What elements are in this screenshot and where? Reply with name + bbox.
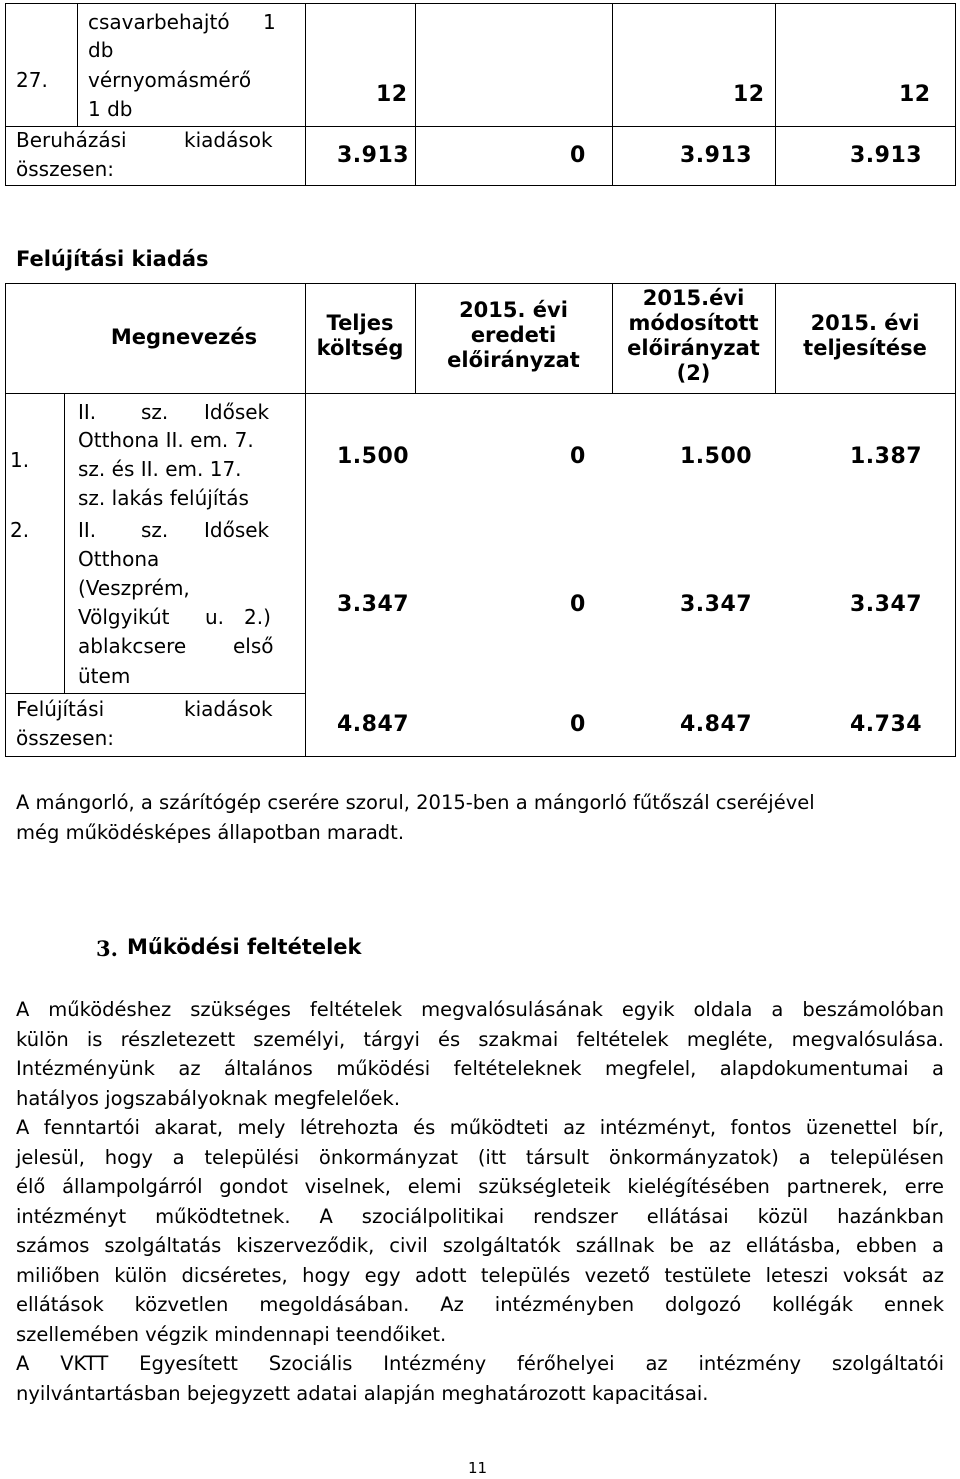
row-value-modified: 3.347 xyxy=(680,592,753,617)
section-number: 3. xyxy=(96,936,118,961)
row-name-word: Völgyikút xyxy=(78,605,170,629)
row-name-word: sz. xyxy=(141,518,169,542)
text-line: még működésképes állapotban maradt. xyxy=(16,820,405,844)
text-line: nyilvántartásban bejegyzett adatai alapján meghatározott kapacitásai. xyxy=(16,1381,709,1405)
header-name: Megnevezés xyxy=(110,325,258,349)
row-name-word: első xyxy=(233,634,274,658)
total-value-cost: 4.847 xyxy=(337,712,410,737)
row-name-word: u. xyxy=(205,605,225,629)
item-value-actual: 12 xyxy=(899,82,931,107)
text-line: Intézményünk az általános működési feltételeknek megfelel, alapdokumentumai a xyxy=(16,1057,944,1080)
text-line: A VKTT Egyesített Szociális Intézmény férőhelyei az intézmény szolgáltatói xyxy=(16,1352,944,1375)
row-name-line: Otthona xyxy=(78,547,160,571)
text-line: ellátások közvetlen megoldásában. Az intézményben dolgozó kollégák ennek xyxy=(16,1293,944,1316)
section-heading: Működési feltételek xyxy=(127,935,362,959)
row-name-line: Otthona II. em. 7. xyxy=(78,428,254,452)
row-name-word: ütem xyxy=(78,664,131,688)
row-name-word: Idősek xyxy=(204,400,270,424)
text-line: számos szolgáltatás kiszerveződik, civil szolgáltatók szállnak be az ellátásba, ebben a xyxy=(16,1234,944,1257)
total-value-original: 0 xyxy=(570,143,586,168)
row-name-word: 2.) xyxy=(244,605,271,629)
text-line: A fenntartói akarat, mely létrehozta és működteti az intézményt, fontos üzenettel bír, xyxy=(16,1116,944,1139)
total-value-actual: 4.734 xyxy=(850,712,923,737)
item-label: csavarbehajtó xyxy=(88,10,230,34)
total-value-cost: 3.913 xyxy=(337,143,410,168)
header-total-cost xyxy=(305,311,415,361)
total-value-modified: 3.913 xyxy=(680,143,753,168)
header-line: 2015.évi xyxy=(642,286,745,310)
row-name-word: sz. xyxy=(141,400,169,424)
text-line: A mángorló, a szárítógép cserére szorul, 2015-ben a mángorló fűtőszál cseréjével xyxy=(16,791,815,814)
row-name-word: ablakcsere xyxy=(78,634,187,658)
header-line: Teljes xyxy=(326,311,394,335)
header-line: eredeti xyxy=(470,323,557,347)
header-line: módosított xyxy=(628,311,759,335)
text-line: hatályos jogszabályoknak megfelelőek. xyxy=(16,1086,401,1110)
item-quantity: 1 db xyxy=(88,97,133,121)
text-line: miliőben külön dicséretes, hogy egy adott település vezető testülete leteszi voksát az xyxy=(16,1263,944,1287)
row-name-line: (Veszprém, xyxy=(78,576,190,600)
total-label: összesen: xyxy=(16,726,115,750)
header-line: előirányzat xyxy=(627,336,760,360)
header-modified xyxy=(612,286,775,386)
header-line: teljesítése xyxy=(803,336,927,360)
item-number: 27. xyxy=(16,68,48,92)
section-title: Felújítási kiadás xyxy=(16,247,209,271)
total-label: kiadások xyxy=(184,128,273,152)
total-label: Beruházási xyxy=(16,128,127,152)
body-text xyxy=(16,995,944,1408)
row-value-original: 0 xyxy=(570,444,586,469)
header-line: 2015. évi xyxy=(459,298,568,322)
row-number: 1. xyxy=(10,448,30,472)
row-value-cost: 1.500 xyxy=(337,444,410,469)
row-number: 2. xyxy=(10,518,30,542)
item-quantity: 1 xyxy=(263,10,276,34)
header-actual xyxy=(775,311,955,361)
row-value-cost: 3.347 xyxy=(337,592,410,617)
header-line: 2015. évi xyxy=(810,311,920,335)
total-label: Felújítási xyxy=(16,697,105,721)
text-line: élő állampolgárról gondot viselnek, elemi szükségleteik kielégítésében partnerek, erre xyxy=(16,1175,944,1198)
total-label: kiadások xyxy=(184,697,273,721)
row-name-word: II. xyxy=(78,518,97,542)
header-line: előirányzat xyxy=(447,348,580,372)
text-line: külön is részletezett személyi, tárgyi és szakmai feltételek megléte, megvalósulása. xyxy=(16,1027,944,1051)
text-line: intézményt működtetnek. A szociálpolitikai rendszer ellátásai közül hazánkban xyxy=(16,1204,944,1228)
row-value-modified: 1.500 xyxy=(680,444,753,469)
total-label: összesen: xyxy=(16,157,115,181)
item-value-total: 12 xyxy=(376,82,408,107)
header-line: (2) xyxy=(676,361,711,385)
row-value-actual: 1.387 xyxy=(850,444,923,469)
row-name-word: Idősek xyxy=(204,518,270,542)
total-value-actual: 3.913 xyxy=(850,143,923,168)
header-line: költség xyxy=(316,336,404,360)
total-value-original: 0 xyxy=(570,712,586,737)
item-quantity-unit: db xyxy=(88,38,114,62)
row-name-word: II. xyxy=(78,400,97,424)
note-paragraph xyxy=(16,788,944,847)
row-value-original: 0 xyxy=(570,592,586,617)
row-name-line: sz. és II. em. 17. xyxy=(78,457,242,481)
total-value-modified: 4.847 xyxy=(680,712,753,737)
item-label: vérnyomásmérő xyxy=(88,68,252,92)
row-value-actual: 3.347 xyxy=(850,592,923,617)
page-number: 11 xyxy=(468,1459,488,1477)
text-line: jelesül, hogy a települési önkormányzat (itt társult önkormányzatok) a településen xyxy=(16,1145,944,1169)
text-line: szellemében végzik mindennapi teendőiket. xyxy=(16,1322,447,1346)
row-name-line: sz. lakás felújítás xyxy=(78,486,249,510)
header-original xyxy=(415,298,612,373)
text-line: A működéshez szükséges feltételek megvalósulásának egyik oldala a beszámolóban xyxy=(16,998,944,1021)
item-value-modified: 12 xyxy=(733,82,765,107)
